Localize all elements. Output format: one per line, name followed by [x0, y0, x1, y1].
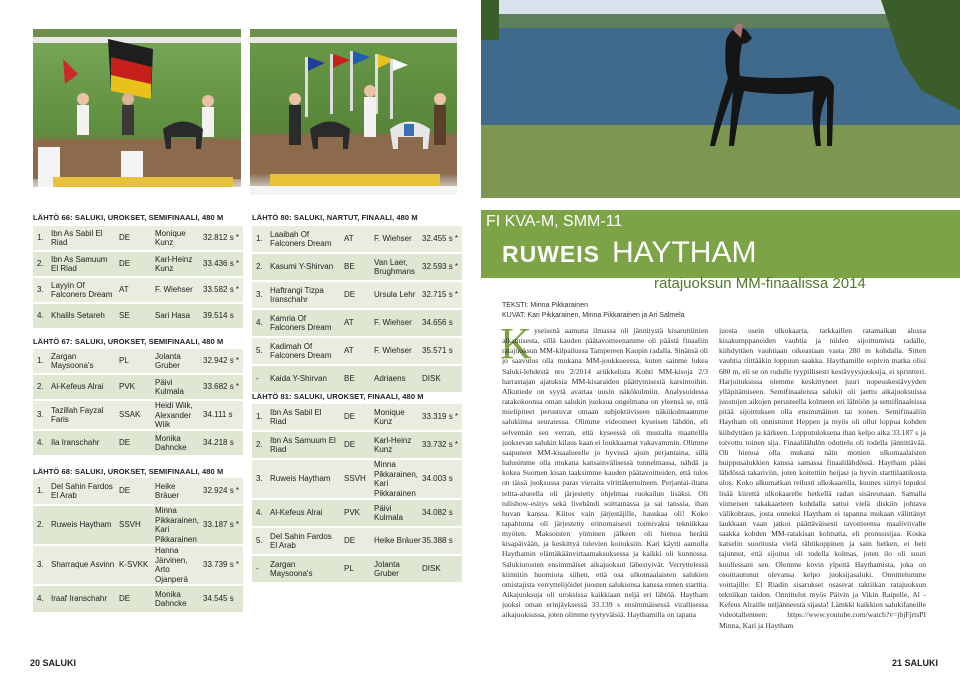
- cell-pos: 5.: [256, 346, 263, 355]
- cell-cty: AT: [344, 318, 354, 327]
- cell-dog: Ibn As Samuum El Riad: [270, 435, 336, 454]
- cell-pos: 4.: [256, 508, 263, 517]
- cell-owner: Adriaens: [374, 374, 406, 383]
- cell-owner: Ursula Lehr: [374, 290, 416, 299]
- cell-dog: Al-Kefeus Alrai: [270, 508, 323, 517]
- cell-pos: 2.: [37, 259, 44, 268]
- cell-cty: DE: [119, 259, 131, 268]
- cell-dog: Sharraque Asvinn: [51, 560, 115, 569]
- section-title-heat-66: LÄHTÖ 66: SALUKI, UROKSET, SEMIFINAALI, 480 M: [33, 213, 224, 222]
- cell-owner: Monique Kunz: [374, 407, 405, 426]
- section-title-heat-68: LÄHTÖ 68: SALUKI, UROKSET, SEMIFINAALI, 480 M: [33, 467, 224, 476]
- cell-cty: SE: [119, 311, 130, 320]
- cell-pos: 1.: [37, 356, 44, 365]
- cell-cty: PVK: [119, 382, 136, 391]
- cell-dog: Tazillah Fayzal Faris: [51, 405, 104, 424]
- cell-dog: Kamria Of Falconers Dream: [270, 313, 332, 332]
- cell-pos: 1.: [37, 486, 44, 495]
- cell-owner: Monique Kunz: [155, 228, 186, 247]
- photo-award-ceremony-2: [250, 29, 457, 195]
- cell-time: 32.924 s *: [203, 486, 240, 495]
- cell-pos: 3.: [37, 560, 44, 569]
- cell-time: DISK: [422, 564, 441, 573]
- cell-pos: 3.: [256, 474, 263, 483]
- article-title-bold: RUWEIS: [502, 241, 600, 267]
- cell-time: DISK: [422, 374, 441, 383]
- saluki-lake-illustration: [481, 0, 960, 198]
- cell-pos: 3.: [37, 285, 44, 294]
- cell-owner: F. Wiehser: [374, 346, 412, 355]
- cell-cty: AT: [119, 285, 129, 294]
- cell-pos: 2.: [37, 520, 44, 529]
- cell-dog: Layyin Of Falconers Dream: [51, 280, 113, 299]
- cell-dog: Ibn As Sabil El Riad: [51, 228, 103, 247]
- cell-dog: Zargan Maysoona's: [270, 559, 313, 578]
- cell-time: 34.082 s: [422, 508, 453, 517]
- cell-pos: -: [256, 564, 259, 573]
- cell-cty: DE: [344, 440, 356, 449]
- cell-pos: 2.: [256, 440, 263, 449]
- cell-time: 34.545 s: [203, 594, 234, 603]
- cell-cty: DE: [119, 233, 131, 242]
- cell-dog: Ibn As Sabil El Riad: [270, 407, 322, 426]
- cell-cty: AT: [344, 234, 354, 243]
- cell-time: 35.571 s: [422, 346, 453, 355]
- cell-cty: SSVH: [119, 520, 141, 529]
- cell-time: 33.732 s *: [422, 440, 459, 449]
- cell-time: 32.942 s *: [203, 356, 240, 365]
- cell-dog: Ruweis Haytham: [270, 474, 331, 483]
- cell-owner: Minna Pikkarainen, Kari Pikkarainen: [155, 506, 200, 544]
- cell-cty: SSAK: [119, 410, 141, 419]
- cell-cty: BE: [344, 374, 355, 383]
- cell-dog: Ruweis Haytham: [51, 520, 112, 529]
- cell-pos: 4.: [37, 594, 44, 603]
- cell-cty: DE: [119, 486, 131, 495]
- cell-owner: Sari Hasa: [155, 311, 191, 320]
- cell-cty: PL: [344, 564, 354, 573]
- cell-pos: 4.: [256, 318, 263, 327]
- cell-pos: 3.: [37, 410, 44, 419]
- dropcap: K: [500, 319, 532, 368]
- cell-dog: Haftrangi Tizpa Iranschahr: [270, 285, 324, 304]
- article-credits-text: TEKSTI: Minna Pikkarainen: [502, 302, 588, 309]
- section-title-heat-81: LÄHTÖ 81: SALUKI, UROKSET, FINAALI, 480 M: [252, 392, 424, 401]
- cell-time: 32.812 s *: [203, 233, 240, 242]
- cell-owner: F. Wiehser: [155, 285, 193, 294]
- cell-time: 33.682 s *: [203, 382, 240, 391]
- cell-cty: PVK: [344, 508, 361, 517]
- article-credits-photos: KUVAT: Kari Pikkarainen, Minna Pikkarainen ja Ari Salmela: [502, 312, 685, 319]
- cell-cty: DE: [344, 290, 356, 299]
- cell-owner: Hanna Järvinen, Arto Ojanperä: [155, 546, 188, 584]
- photo-saluki-by-lake: [481, 0, 960, 198]
- cell-dog: Del Sahin Fardos El Arab: [270, 531, 332, 550]
- cell-cty: DE: [119, 438, 131, 447]
- cell-cty: DE: [344, 536, 356, 545]
- cell-pos: 2.: [256, 262, 263, 271]
- ceremony-photo-illustration-2: [250, 29, 457, 195]
- ceremony-photo-illustration: [33, 29, 241, 195]
- article-column-2: juosta usein ulkokaarta, tarkkaillen ratamaikan alussa kisakumppaneiden vauhtia ja niiden sijoittumista radalle, kiihdyttäen vauhtiaan oikeastaan vasta 280 m kohdalla. Sitten vauhtia riittääkin loppuun saakka. Haythamille sopivin matka olisi 680 m, eli se on rodulle tyypillisesti kestävyysjuoksija, ei sprintteri. Harjoituksissa olemme keskittyneet juuri nopeuskestävyyden ylläpitämiseen. Semifinaaleissa salukit oli jaettu aikajuoksuissa juostujen aikojen perusteella kolmeen eri lähtöön ja semifinaaleissa pitää sijoittuksen olla ensimmäinen tai toinen. Semifinaaliin Haytham oli onnistunut Heppen ja myös oli ollut loppua kohden kiihdyttäen ja kärkeen. Lopputuloksena ihan kelpo aika 33.187 s ja toivottu toinen sija. Finaalilähdön odottelu oli todella jännittävää. Oli hienoa olla mukana näin monien ulkomaalaisten huippusalukkien kanssa samassa finaalilähdössä. Haytham pääsi lähdössä takariviin, joten koitettiin heijasi ja hyvin starttilaatikosta ulos. Koko alkumatkan reilusti ulkokaarella, kuunes siirtyi lopuksi lisää kiirettä ulkokaarelle hetkellä radan sisäreunaan. Samalla viimeisen takakaarteen kohdalla sattui vielä diskiin johtava välikohtaus, josta onneksi Haytham ei tapanna mukaan välittänyt laukkaan vaan jatkoi päättäväisesti tavoitteensa maaliviivalle saakka kohden MM-ratakisan kolmatta, eli pronssisijaa. Koska katselin suoritusta vielä tähtikoppinen ja sain hetken, ei heti tajunnut, että sijoitus oli todella kolmas, joten ilo oli suuri kuullessani sen. Olemme kovin ylpeitä Haythamista, joka on osoittautunut olevansa kelpo juoksijasaluki. Onnittelumme voittajille: El Riadin sisarukset osasivat taktiikan ratajuoksun tekniikan taidon. Onnittelut myös Päivin ja Vikin Raipelle, Al - Kefeus Alraille neljänneestä sijasta! Lämkki kaikkien salukifaneille videotallenteen: https://www.youtube.com/watch?v=jbjFjrtsPI Minna, Kari ja Haytham: [719, 326, 926, 630]
- cell-time: 32.455 s *: [422, 234, 459, 243]
- cell-pos: 1.: [256, 234, 263, 243]
- cell-pos: 3.: [256, 290, 263, 299]
- cell-owner: Päivi Kulmala: [374, 503, 403, 522]
- cell-owner: Heike Bräuer: [374, 536, 421, 545]
- cell-owner: Monika Dahncke: [155, 433, 187, 452]
- cell-dog: Kaida Y-Shirvan: [270, 374, 327, 383]
- article-subtitle: ratajuoksun MM-finaalissa 2014: [654, 275, 866, 292]
- cell-pos: -: [256, 374, 259, 383]
- cell-owner: Heike Bräuer: [155, 481, 180, 500]
- cell-dog: Kadimah Of Falconers Dream: [270, 341, 332, 360]
- cell-time: 34.656 s: [422, 318, 453, 327]
- cell-cty: BE: [344, 262, 355, 271]
- cell-pos: 1.: [37, 233, 44, 242]
- section-title-heat-67: LÄHTÖ 67: SALUKI, UROKSET, SEMIFINAALI, 480 M: [33, 337, 224, 346]
- cell-owner: Jolanta Gruber: [155, 351, 181, 370]
- cell-cty: DE: [119, 594, 131, 603]
- cell-owner: F. Wiehser: [374, 234, 412, 243]
- article-title-light: HAYTHAM: [612, 236, 757, 269]
- cell-time: 33.319 s *: [422, 412, 459, 421]
- cell-dog: Laaibah Of Falconers Dream: [270, 229, 332, 248]
- cell-cty: AT: [344, 346, 354, 355]
- cell-time: 32.715 s *: [422, 290, 459, 299]
- cell-dog: Iraaf Iranschahr: [51, 594, 108, 603]
- cell-pos: 2.: [37, 382, 44, 391]
- page-footer-right: 21 SALUKI: [892, 658, 939, 668]
- cell-pos: 4.: [37, 438, 44, 447]
- cell-dog: Kasumi Y-Shirvan: [270, 262, 334, 271]
- article-kicker: FI KVA-M, SMM-11: [486, 213, 623, 230]
- cell-owner: Karl-Heinz Kunz: [374, 435, 412, 454]
- cell-dog: Zargan Maysoona's: [51, 351, 94, 370]
- cell-time: 32.593 s *: [422, 262, 459, 271]
- cell-pos: 1.: [256, 412, 263, 421]
- cell-time: 34.111 s: [203, 410, 233, 419]
- cell-dog: Del Sahin Fardos El Arab: [51, 481, 113, 500]
- cell-time: 33.739 s *: [203, 560, 240, 569]
- cell-owner: Monika Dahncke: [155, 589, 187, 608]
- cell-dog: Ila Iranschahr: [51, 438, 100, 447]
- cell-cty: PL: [119, 356, 129, 365]
- cell-dog: Khalils Setareh: [51, 311, 105, 320]
- cell-time: 39.514 s: [203, 311, 234, 320]
- cell-owner: Heidi Wiik, Alexander Wiik: [155, 401, 193, 429]
- page-footer-left: 20 SALUKI: [30, 658, 77, 668]
- cell-time: 33.436 s *: [203, 259, 240, 268]
- cell-time: 33.187 s *: [203, 520, 240, 529]
- cell-owner: Päivi Kulmala: [155, 377, 184, 396]
- cell-owner: Minna Pikkarainen, Kari Pikkarainen: [374, 460, 419, 498]
- photo-award-ceremony-1: [33, 29, 241, 195]
- cell-dog: Ibn As Samuum El Riad: [51, 254, 108, 273]
- cell-owner: Jolanta Gruber: [374, 559, 400, 578]
- cell-owner: Van Laer, Brughmans: [374, 257, 415, 276]
- cell-time: 34.218 s: [203, 438, 234, 447]
- cell-cty: K-SVKK: [119, 560, 149, 569]
- cell-owner: F. Wiehser: [374, 318, 412, 327]
- cell-cty: DE: [344, 412, 356, 421]
- cell-owner: Karl-Heinz Kunz: [155, 254, 193, 273]
- cell-dog: Al-Kefeus Alrai: [51, 382, 104, 391]
- section-title-heat-80: LÄHTÖ 80: SALUKI, NARTUT, FINAALI, 480 M: [252, 213, 418, 222]
- cell-cty: SSVH: [344, 474, 366, 483]
- cell-time: 35.388 s: [422, 536, 453, 545]
- article-column-1: yseisenä aamuna ilmassa oli jännitystä kisaruttiinien alkamisesta, sillä kauden päätavoitteenamme oli päästä finaaliin ratajuoksun MM-kilpailussa Tampereen Kaupin radalla. Sinänsä oli jo saavutus olla mukana MM-joukkueessa, kuten sainme lukea Saluki-lehdestä nro 2/2014 artikkelista Kohti MM-kisoja 2/3 harrastajan ajatuksia MM-kisaraiden päättymisestä karsintoihin. Alkutiede on syytä avartaa uusin näkökulmiin. Analysoidessa ratakokoonsa oman salukin juoksua ongelmana on yleensä se, että mielipiteet perustuvat omaan subjektiiviseen näkökulmaamme salukiinsa seuratessa. Olimme videoineet kyseisen lähdön, eli selvennän sen verran, että kyseessä oli mustalla maattellla juoksevan salukin kilaus kaan ei loukkaamat vakavammin. Olimme saapuneet MM-kisaalueelle jo hyvissä ajoin perjantaina, sillä halusimme olla mukana kansainvälisessä tunnelmassa, nähdä ja kokea Suomen kisan taaksimme kauden päätavoitteiden, että tulos on tässä juoksussa paras vieraita virittäkertoineen. Perjantai-iltana teltta-alueella oli järjestetty ohjelmaa ruokailun lisäksi. Oli tulishow-esitys sekä livebändi soittamassa ja sai tanssia, ihan huvan kanssa. Kiitos vain järjestäjille, hauskaa oli! Koko tapahtuma oli järjestetty erinomaisesti toimivaksi tekniikkaa myöten. Maksoisten yöminen jälkeen oli hienoa herätä kisapäivään, ja keskittyä tulevien koitoksiin. Kari käytti aamulla Haythamin elämäkäänvirtaamaksuksessa ja kaikki oli kunnossa. Salukiurosten ensimmäiset aikajuoksut lähestyivät. Verryttelessä kiinnitin huomiota siihen, että osa ulkomaalaisten salukien omistajista verryttelijöidet juosten salukiensa kanssa ennen starttia. Aikajuoksuja oli uroksissa kaikkiaan neljä eri lähtöä. Haytham juoksi oman erinjäyksessä 33.139 s ensimmäisessä virallisessa aikajuoksussa, joten olimme tyytyväisiä. Haythamilla on tapana: [502, 326, 708, 620]
- cell-time: 34.003 s: [422, 474, 453, 483]
- cell-pos: 4.: [37, 311, 44, 320]
- cell-time: 33.582 s *: [203, 285, 240, 294]
- cell-pos: 5.: [256, 536, 263, 545]
